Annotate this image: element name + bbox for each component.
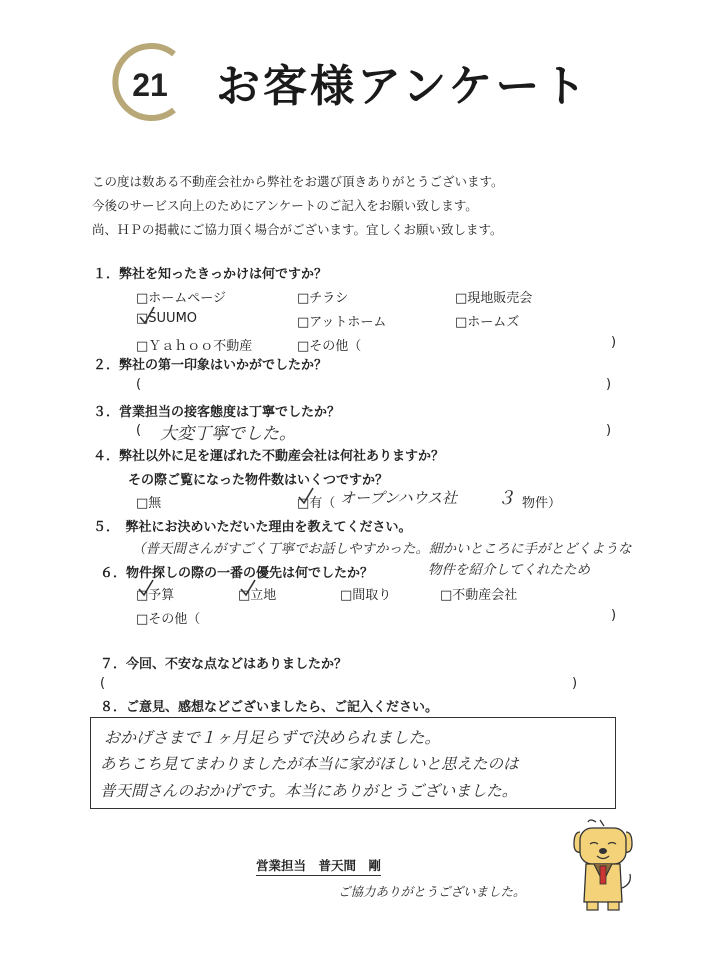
q4-opt-none[interactable]: □無: [136, 496, 162, 511]
q2-open: (: [136, 377, 142, 392]
q4-answer-companies: オープンハウス社: [340, 489, 458, 507]
intro-line-2: 今後のサービス向上のためにアンケートのご記入をお願い致します。: [92, 198, 478, 213]
q3-open: (: [136, 423, 142, 438]
q1-opt-yahoo[interactable]: □Ｙａｈｏｏ不動産: [136, 339, 253, 354]
check-mark-icon: [296, 486, 316, 506]
page-title: お客様アンケート: [216, 61, 590, 112]
q1-opt-homepage[interactable]: □ホームページ: [136, 291, 227, 306]
q5-label: ５． 弊社にお決めいただいた理由を教えてください。: [93, 520, 412, 535]
logo-number: 21: [132, 67, 168, 103]
thanks-message: ご協力ありがとうございました。: [338, 884, 526, 899]
q1-opt-open-house[interactable]: □現地販売会: [455, 291, 533, 306]
q6-opt-other[interactable]: □その他（: [136, 612, 201, 627]
q1-label: １．弊社を知ったきっかけは何ですか？: [93, 267, 328, 282]
q4-label: ４．弊社以外に足を運ばれた不動産会社は何社ありますか？: [93, 449, 445, 464]
q4-opt-yes[interactable]: □有（: [297, 496, 336, 511]
q6-opt-layout[interactable]: □間取り: [340, 588, 392, 603]
q1-opt-athome[interactable]: □アットホーム: [297, 315, 387, 330]
intro-line-3: 尚、ＨＰの掲載にご協力頂く場合がございます。宜しくお願い致します。: [92, 222, 503, 237]
q5-answer-line1: （普天間さんがすごく丁寧でお話しやすかった。細かいところに手がとどくような: [132, 541, 632, 557]
century21-logo: [108, 40, 192, 124]
staff-name: 営業担当 普天間 剛: [256, 856, 381, 876]
q1-opt-suumo[interactable]: □SUUMO: [136, 311, 198, 326]
intro-line-1: この度は数ある不動産会社から弊社をお選び頂きありがとうございます。: [92, 174, 504, 189]
q1-opt-other[interactable]: □その他（: [297, 339, 362, 354]
q5-answer-line2: 物件を紹介してくれたため: [428, 562, 590, 578]
check-mark-icon: [238, 578, 258, 598]
q8-answer-line2: あちこち見てまわりましたが本当に家がほしいと思えたのは: [100, 755, 519, 773]
q3-close: ): [606, 423, 612, 438]
q8-label: ８．ご意見、感想などございましたら、ご記入ください。: [100, 700, 439, 715]
q7-label: ７．今回、不安な点などはありましたか？: [100, 657, 348, 672]
q2-close: ): [606, 377, 612, 392]
q6-opt-budget[interactable]: □予算: [136, 588, 175, 603]
q4-answer-count: ３: [497, 488, 515, 509]
q4-unit: 物件）: [522, 496, 562, 511]
check-mark-icon: [136, 305, 158, 327]
q8-answer-line3: 普天間さんのおかげです。本当にありがとうございました。: [100, 782, 518, 800]
dog-mascot-icon: [570, 818, 636, 912]
check-mark-icon: [136, 578, 156, 598]
q1-opt-homes[interactable]: □ホームズ: [455, 315, 520, 330]
q3-answer: 大変丁寧でした。: [160, 424, 296, 444]
q2-label: ２．弊社の第一印象はいかがでしたか？: [93, 358, 328, 373]
q6-label: ６．物件探しの際の一番の優先は何でしたか？: [100, 566, 374, 581]
q7-close: ): [572, 676, 578, 691]
q6-other-close: ): [611, 608, 617, 623]
q6-opt-company[interactable]: □不動産会社: [440, 588, 518, 603]
q1-opt-flyer[interactable]: □チラシ: [297, 291, 349, 306]
q6-opt-location[interactable]: □立地: [238, 588, 277, 603]
q4-sublabel: その際ご覧になった物件数はいくつですか？: [128, 473, 389, 488]
q7-open: (: [100, 676, 106, 691]
q8-answer-line1: おかげさまで１ヶ月足らずで決められました。: [104, 728, 441, 747]
q3-label: ３．営業担当の接客態度は丁寧でしたか？: [93, 405, 341, 420]
q1-other-close: ): [611, 335, 617, 350]
